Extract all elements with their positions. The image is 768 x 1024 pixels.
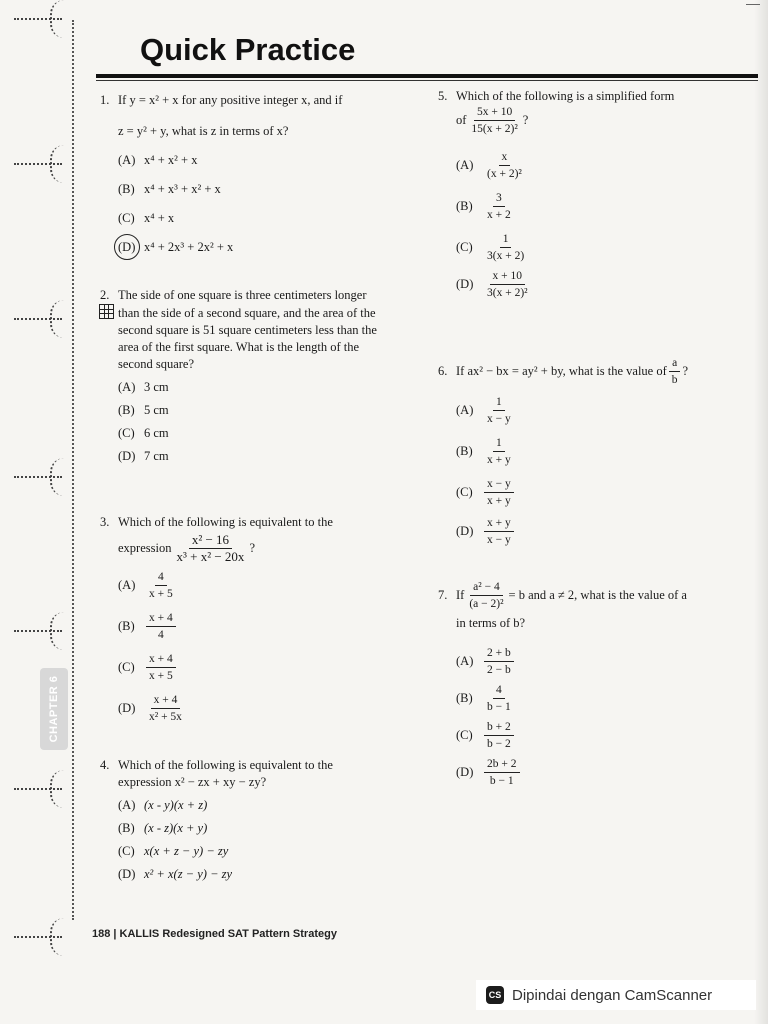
answer-option-a[interactable] — [456, 395, 748, 426]
fraction-numerator: x + 10 — [490, 269, 526, 285]
option-fraction — [484, 232, 527, 263]
option-label: (B) — [456, 691, 473, 705]
question-6 — [438, 356, 748, 547]
answer-option-b[interactable] — [118, 820, 420, 837]
question-text: second square? — [118, 357, 195, 371]
option-label: (B) — [456, 444, 473, 458]
expression-fraction — [669, 356, 681, 387]
question-text: of — [456, 113, 467, 127]
option-label: (B) — [456, 199, 473, 213]
answer-option-a[interactable] — [118, 797, 420, 814]
option-text: (x - y)(x + z) — [144, 798, 208, 812]
expression-fraction — [173, 533, 247, 564]
fraction-numerator: x + y — [484, 516, 514, 532]
fraction-numerator: 1 — [493, 395, 505, 411]
answer-option-d[interactable] — [118, 866, 420, 883]
fraction-denominator: 3(x + 2) — [487, 250, 525, 262]
question-text: Which of the following is equivalent to the — [118, 515, 333, 529]
question-text: area of the first square. What is the length of the — [118, 340, 360, 354]
fraction-numerator: x + 4 — [146, 611, 176, 627]
question-number: 7. — [438, 588, 448, 602]
option-label: (C) — [456, 728, 473, 742]
option-fraction — [146, 693, 185, 724]
fraction-numerator: 2 + b — [484, 646, 514, 662]
fraction-numerator: x — [499, 150, 511, 166]
question-mark: ? — [249, 541, 255, 555]
option-label: (A) — [118, 578, 136, 592]
question-5 — [438, 88, 748, 300]
answer-option-b[interactable] — [118, 611, 420, 642]
option-fraction — [146, 611, 176, 642]
page-title: Quick Practice — [140, 32, 356, 67]
camscanner-watermark — [476, 980, 756, 1010]
option-label: (A) — [118, 380, 136, 394]
option-fraction — [484, 683, 514, 714]
option-fraction — [484, 757, 520, 788]
question-text: second square is 51 square centimeters less than the — [118, 323, 377, 337]
question-2 — [100, 287, 420, 465]
answer-option-a[interactable] — [456, 150, 748, 181]
fraction-denominator: 3(x + 2)² — [487, 287, 528, 299]
question-text: than the side of a second square, and the area of the — [118, 306, 376, 320]
option-label: (A) — [118, 798, 136, 812]
answer-option-d[interactable] — [456, 757, 748, 788]
option-fraction — [146, 652, 176, 683]
binder-ring — [6, 458, 66, 498]
answer-option-a[interactable] — [118, 379, 420, 396]
option-fraction — [484, 720, 514, 751]
question-mark: ? — [682, 364, 689, 378]
option-label: (C) — [118, 426, 135, 440]
fraction-denominator: x − y — [487, 534, 511, 546]
option-label: (D) — [118, 449, 136, 463]
question-mark: ? — [522, 113, 529, 127]
fraction-denominator: x + 5 — [149, 588, 173, 600]
calculator-icon — [99, 304, 114, 319]
fraction-denominator: b − 1 — [489, 775, 514, 787]
option-text: x⁴ + x² + x — [144, 153, 198, 167]
chapter-tab-label: CHAPTER 6 — [48, 675, 60, 743]
option-fraction — [146, 570, 176, 601]
option-label: (D) — [118, 239, 144, 256]
answer-option-a[interactable] — [456, 646, 748, 677]
option-label: (A) — [456, 158, 474, 172]
fraction-numerator: a² − 4 — [470, 580, 503, 596]
option-text: x² + x(z − y) − zy — [144, 867, 233, 881]
question-7 — [438, 580, 748, 788]
option-fraction — [484, 436, 514, 467]
option-text: (x - z)(x + y) — [144, 821, 208, 835]
option-label: (A) — [456, 654, 474, 668]
fraction-numerator: 3 — [493, 191, 505, 207]
option-label: (D) — [118, 701, 136, 715]
fraction-numerator: x + 4 — [146, 652, 176, 668]
option-label: (B) — [118, 619, 135, 633]
fraction-numerator: 1 — [500, 232, 512, 248]
option-text: 5 cm — [144, 403, 169, 417]
question-text: If — [456, 588, 465, 602]
question-1 — [100, 92, 420, 256]
option-text: x⁴ + x³ + x² + x — [144, 182, 221, 196]
option-label: (C) — [456, 240, 473, 254]
fraction-denominator: (a − 2)² — [469, 598, 504, 610]
fraction-numerator: x − y — [484, 477, 514, 493]
option-label: (C) — [118, 844, 135, 858]
question-3 — [100, 514, 420, 724]
answer-option-b[interactable] — [118, 181, 420, 198]
fraction-denominator: 15(x + 2)² — [471, 123, 518, 135]
question-text: Which of the following is equivalent to the — [118, 758, 333, 772]
question-number: 6. — [438, 364, 448, 378]
question-text: If ax² − bx = ay² + by, what is the value of — [456, 364, 667, 378]
option-text: 6 cm — [144, 426, 169, 440]
fraction-denominator: x + 2 — [487, 209, 511, 221]
answer-option-b[interactable] — [118, 402, 420, 419]
question-text: Which of the following is a simplified form — [456, 89, 675, 103]
title-rule — [96, 72, 758, 82]
option-label: (C) — [456, 485, 473, 499]
answer-option-c[interactable] — [456, 232, 748, 263]
binder-ring — [6, 145, 66, 185]
option-label: (B) — [118, 821, 135, 835]
answer-option-c[interactable] — [456, 477, 748, 508]
fraction-numerator: 2b + 2 — [484, 757, 520, 773]
option-label: (A) — [456, 403, 474, 417]
option-label: (D) — [456, 277, 474, 291]
option-label: (B) — [118, 182, 135, 196]
option-fraction — [484, 477, 514, 508]
binder-ring — [6, 770, 66, 810]
scan-shadow — [754, 0, 768, 1024]
fraction-numerator: 4 — [155, 570, 167, 586]
fraction-denominator: x + y — [487, 495, 511, 507]
fraction-denominator: x + y — [487, 454, 511, 466]
fraction-denominator: 2 − b — [487, 664, 511, 676]
question-text: in terms of b? — [456, 616, 526, 630]
answer-option-a[interactable] — [118, 570, 420, 601]
binder-ring — [6, 0, 66, 40]
option-text: x(x + z − y) − zy — [144, 844, 229, 858]
option-label: (D) — [456, 765, 474, 779]
watermark-text: Dipindai dengan CamScanner — [512, 986, 713, 1004]
expression-fraction — [468, 105, 520, 136]
question-number: 1. — [100, 93, 110, 107]
answer-option-c[interactable] — [456, 720, 748, 751]
answer-option-b[interactable] — [456, 683, 748, 714]
answer-option-d[interactable] — [118, 448, 420, 465]
option-text: 3 cm — [144, 380, 169, 394]
option-fraction — [484, 269, 531, 300]
fraction-numerator: x² − 16 — [189, 533, 232, 549]
camscanner-logo-icon: CS — [486, 986, 504, 1004]
option-label: (A) — [118, 153, 136, 167]
question-text: expression x² − zx + xy − zy? — [118, 775, 267, 789]
fraction-numerator: x + 4 — [151, 693, 181, 709]
fraction-numerator: 1 — [493, 436, 505, 452]
fraction-denominator: x² + 5x — [149, 711, 182, 723]
option-text: 7 cm — [144, 449, 169, 463]
answer-option-d-circled[interactable] — [118, 239, 420, 256]
option-fraction — [484, 516, 514, 547]
option-label: (C) — [118, 211, 135, 225]
question-number: 5. — [438, 89, 448, 103]
answer-option-d[interactable] — [118, 693, 420, 724]
option-label: (D) — [456, 524, 474, 538]
option-fraction — [484, 150, 525, 181]
fraction-denominator: b − 2 — [487, 738, 511, 750]
answer-option-a[interactable] — [118, 152, 420, 169]
option-label: (C) — [118, 660, 135, 674]
fraction-denominator: x + 5 — [149, 670, 173, 682]
answer-option-c[interactable] — [118, 210, 420, 227]
answer-option-d[interactable] — [456, 269, 748, 300]
question-text: = b and a ≠ 2, what is the value of a — [508, 588, 687, 602]
binder-ring — [6, 612, 66, 652]
binder-ring — [6, 300, 66, 340]
fraction-numerator: 4 — [493, 683, 505, 699]
option-fraction — [484, 395, 514, 426]
option-label: (B) — [118, 403, 135, 417]
answer-option-b[interactable] — [456, 436, 748, 467]
question-number: 2. — [100, 288, 110, 302]
answer-option-c[interactable] — [118, 652, 420, 683]
fraction-denominator: x − y — [487, 413, 511, 425]
fraction-denominator: 4 — [158, 629, 164, 641]
answer-option-d[interactable] — [456, 516, 748, 547]
question-text: If y = x² + x for any positive integer x, and if — [118, 93, 343, 107]
corner-mark — [746, 4, 760, 5]
question-text: z = y² + y, what is z in terms of x? — [118, 124, 289, 138]
answer-option-b[interactable] — [456, 191, 748, 222]
fraction-denominator: x³ + x² − 20x — [176, 549, 245, 564]
fraction-denominator: b — [671, 374, 678, 386]
option-fraction — [484, 191, 514, 222]
question-number: 3. — [100, 515, 110, 529]
fraction-denominator: (x + 2)² — [487, 168, 522, 180]
option-label: (D) — [118, 867, 136, 881]
binder-margin — [0, 0, 80, 1024]
expression-fraction — [466, 580, 506, 611]
option-text: x⁴ + 2x³ + 2x² + x — [144, 240, 234, 254]
answer-option-c[interactable] — [118, 843, 420, 860]
option-fraction — [484, 646, 514, 677]
question-number: 4. — [100, 758, 110, 772]
fraction-denominator: b − 1 — [487, 701, 511, 713]
question-text: The side of one square is three centimeters longer — [118, 288, 367, 302]
binder-ring — [6, 918, 66, 958]
fraction-numerator: b + 2 — [484, 720, 514, 736]
fraction-numerator: a — [669, 356, 680, 372]
question-text: expression — [118, 541, 172, 555]
option-text: x⁴ + x — [144, 211, 175, 225]
question-4 — [100, 757, 420, 883]
answer-option-c[interactable] — [118, 425, 420, 442]
fraction-numerator: 5x + 10 — [474, 105, 515, 121]
chapter-tab — [40, 668, 68, 750]
page-footer: 188 | KALLIS Redesigned SAT Pattern Strategy — [92, 928, 337, 940]
